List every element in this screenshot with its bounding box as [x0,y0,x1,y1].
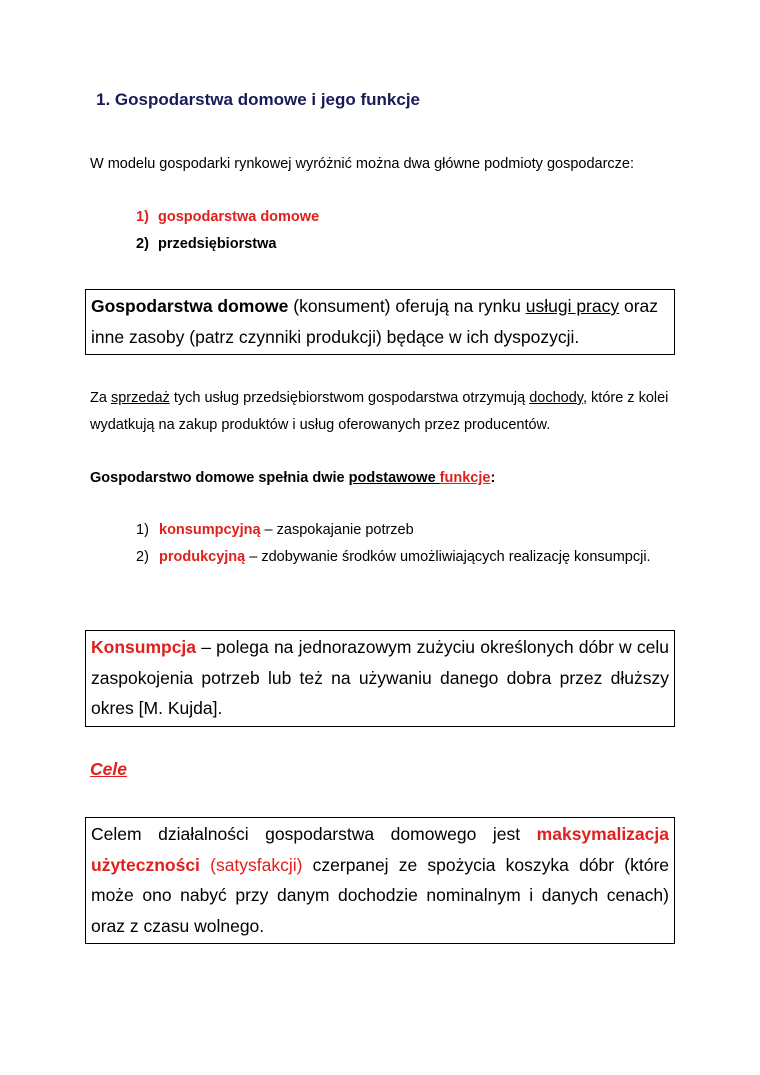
term-households: Gospodarstwa domowe [91,296,289,316]
functions-list [136,517,670,571]
income-paragraph [90,385,670,439]
list-number: 2) [136,236,149,252]
box-text: czerpanej ze spożycia koszyka dóbr (które może ono nabyć przy danym dochodzie nominalnym i danych cenach) oraz z czasu wolnego. [91,854,670,936]
box-text: oraz inne zasoby (patrz czynniki produkcji) będące w ich dyspozycji. [91,296,659,347]
term-utility-maximization: maksymalizacja użyteczności [91,824,669,875]
functions-intro [90,465,495,492]
function-name: konsumpcyjną [159,522,261,538]
section-heading: 1. Gospodarstwa domowe i jego funkcje [96,90,421,109]
intro-paragraph: W modelu gospodarki rynkowej wyróżnić można dwa główne podmioty gospodarcze: [90,156,635,172]
labor-services-term: usługi pracy [525,296,620,316]
list-item [136,231,319,258]
text-span: Gospodarstwo domowe spełnia dwie [90,470,349,486]
list-item-label: gospodarstwa domowe [158,209,320,225]
term-income: dochody [529,390,583,406]
box-text: (konsument) oferują na rynku [288,296,526,316]
term-functions: funkcje [439,470,491,486]
function-desc: – zdobywanie środków umożliwiających realizację konsumpcji. [245,549,651,565]
subjects-list [136,204,319,258]
text-span: tych usług przedsiębiorstwom gospodarstwa otrzymują [169,390,530,406]
term-sale: sprzedaż [110,390,170,406]
definition-box-households [85,289,675,355]
list-item [136,517,670,544]
text-span: , które z kolei wydatkują na zakup produktów i usług oferowanych przez producentów. [90,390,669,433]
box-text: – polega na jednorazowym zużyciu określonych dóbr w celu zaspokojenia potrzeb lub też na używaniu danego dobra przez dłuższy okres [M. Kujda]. [91,637,669,718]
list-item [136,544,670,571]
list-number: 1) [136,522,149,538]
list-number: 1) [136,209,149,225]
term-satisfaction: (satysfakcji) [199,854,303,875]
list-item-label: przedsiębiorstwa [158,236,277,252]
function-desc: – zaspokajanie potrzeb [260,522,414,538]
term-consumption: Konsumpcja [91,637,197,657]
list-number: 2) [136,549,149,565]
definition-box-consumption [85,630,675,727]
definition-box-goals [85,817,675,944]
box-text: Celem działalności gospodarstwa domowego jest [91,824,537,844]
text-span: Za [90,390,111,406]
text-span: : [490,470,496,486]
goals-heading: Cele [90,759,127,779]
list-item [136,204,319,231]
function-name: produkcyjną [159,549,246,565]
term-basic: podstawowe [348,470,436,486]
